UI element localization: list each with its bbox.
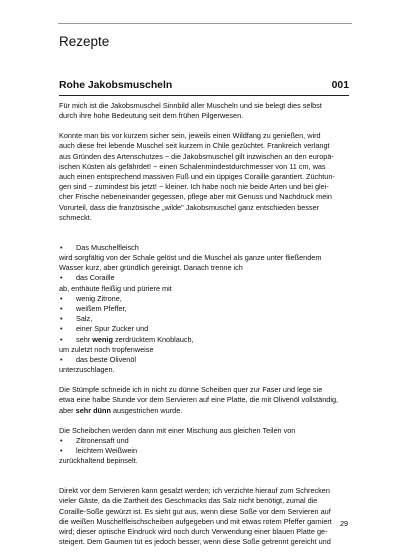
emphasis: wenig [92,334,113,344]
text-line: Vorurteil, dass die französische „wilde" Jakobsmuschel ganz entschieden besser [59,202,320,212]
list-item: • weißem Pfeffer, [60,304,127,314]
text-line: etwa eine halbe Stunde vor dem Servieren auf eine Platte, die mit Olivenöl vollständig, [59,395,339,405]
intro-paragraph [59,101,351,121]
text-line: vieler Gäste, da die Zartheit des Geschmacks das Salz nicht benötigt, zumal die [59,496,318,506]
history-paragraph [59,131,351,223]
bullet-icon: • [60,324,63,334]
text-line: durch ihre hohe Bedeutung seit dem frühen Pilgerwesen. [59,111,244,121]
bullet-icon: • [60,293,63,303]
list-item: • das beste Olivenöl [60,355,137,365]
text-line: Direkt vor dem Servieren kann gesalzt werden; ich verzichte hierauf zum Schrecken [59,486,330,496]
text-line: ab, enthäute fleißig und püriere mit [59,283,172,293]
text-line: wird sorgfältig von der Schale gelöst und die Muschel als ganze unter fließendem [59,253,322,263]
recipe-heading [59,79,349,93]
bullet-icon: • [60,355,63,365]
text-line: unterzuschlagen. [59,365,115,375]
text-line: die weißen Muschelfleischscheiben aufgegeben und mit etwas rotem Pfeffer garniert [59,516,332,526]
text-line: Für mich ist die Jakobsmuschel Sinnbild aller Muscheln und sie belegt dies selbst [59,101,322,110]
bullet-icon: • [60,242,63,252]
recipe-heading-rule [59,95,349,96]
text-line: ischen Küsten als gefährdet! − einen Schalenmindestdurchmesser von 11 cm, was [59,161,326,171]
text-line: Die Stümpfe schneide ich in nicht zu dünne Scheiben quer zur Faser und lege sie [59,385,323,395]
bullet-icon: • [60,334,63,344]
text-line: zurückhaltend bepinselt. [59,456,138,466]
bullet-icon: • [60,446,63,456]
emphasis: sehr dünn [75,405,111,415]
list-item: • leichtem Weißwein [60,446,138,456]
text-line: schmeckt. [59,212,92,222]
slicing-paragraph [59,385,351,416]
bullet-icon: • [60,273,63,283]
list-item: • wenig Zitrone, [60,293,122,303]
text-line: auch einen entsprechend massiven Fuß und ein üppiges Coraille garantiert. Züchtun- [59,172,335,182]
brushing-paragraph [59,426,351,467]
recipe-body [59,101,351,557]
header-rule [58,23,352,24]
bullet-icon: • [60,304,63,314]
text-line: auch diese frei lebende Muschel seit kurzem in Chile gezüchtet. Frankreich verlangt [59,141,330,151]
text-line: cher Frische nebeneinander gegessen, pflege aber mit Genuss und Nachdruck mein [59,192,332,202]
text-line: aber sehr dünn ausgestrichen wurde. [59,405,183,415]
list-item: • sehr wenig zerdrücktem Knoblauch, [60,334,194,344]
bullet-icon: • [60,435,63,445]
text-line: Wasser kurz, aber gründlich gereinigt. Danach trenne ich [59,263,243,273]
steps-paragraph [59,243,351,376]
text-line: Coraille-Soße gewürzt ist. Es sieht gut aus, wenn diese Soße vor dem Servieren auf [59,506,331,516]
list-item: • einer Spur Zucker und [60,324,149,334]
recipe-title: Rohe Jakobsmuscheln [59,80,173,91]
section-title: Rezepte [59,34,110,49]
list-item: • Salz, [60,314,93,324]
page-number: 29 [340,519,349,528]
list-item: • Zitronensaft und [60,435,129,445]
text-line: aus Gründen des Artenschutzes − die Jakobsmuschel gilt inzwischen an den europä- [59,151,334,161]
text-line: steigert. Dem Gaumen tut es jedoch besser, wenn diese Soße getrennt gereicht und [59,537,331,547]
text-line: wird; dieser optische Eindruck wird noch durch Verwendung einer blauen Platte ge- [59,527,328,537]
list-item: • Das Muschelfleisch [60,242,139,252]
bullet-icon: • [60,314,63,324]
text-line: Die Scheibchen werden dann mit einer Mischung aus gleichen Teilen von [59,425,296,435]
text-line: Konnte man bis vor kurzem sicher sein, jeweils einen Wildfang zu genießen, wird [59,131,321,141]
list-item: • das Coraille [60,273,115,283]
recipe-number: 001 [331,80,349,91]
text-line: um zuletzt noch tropfenweise [59,344,154,354]
serving-paragraph [59,486,351,547]
text-line: gen sind − zumindest bis jetzt! − kleiner. Ich habe noch nie beide Arten und bei glei- [59,182,329,192]
